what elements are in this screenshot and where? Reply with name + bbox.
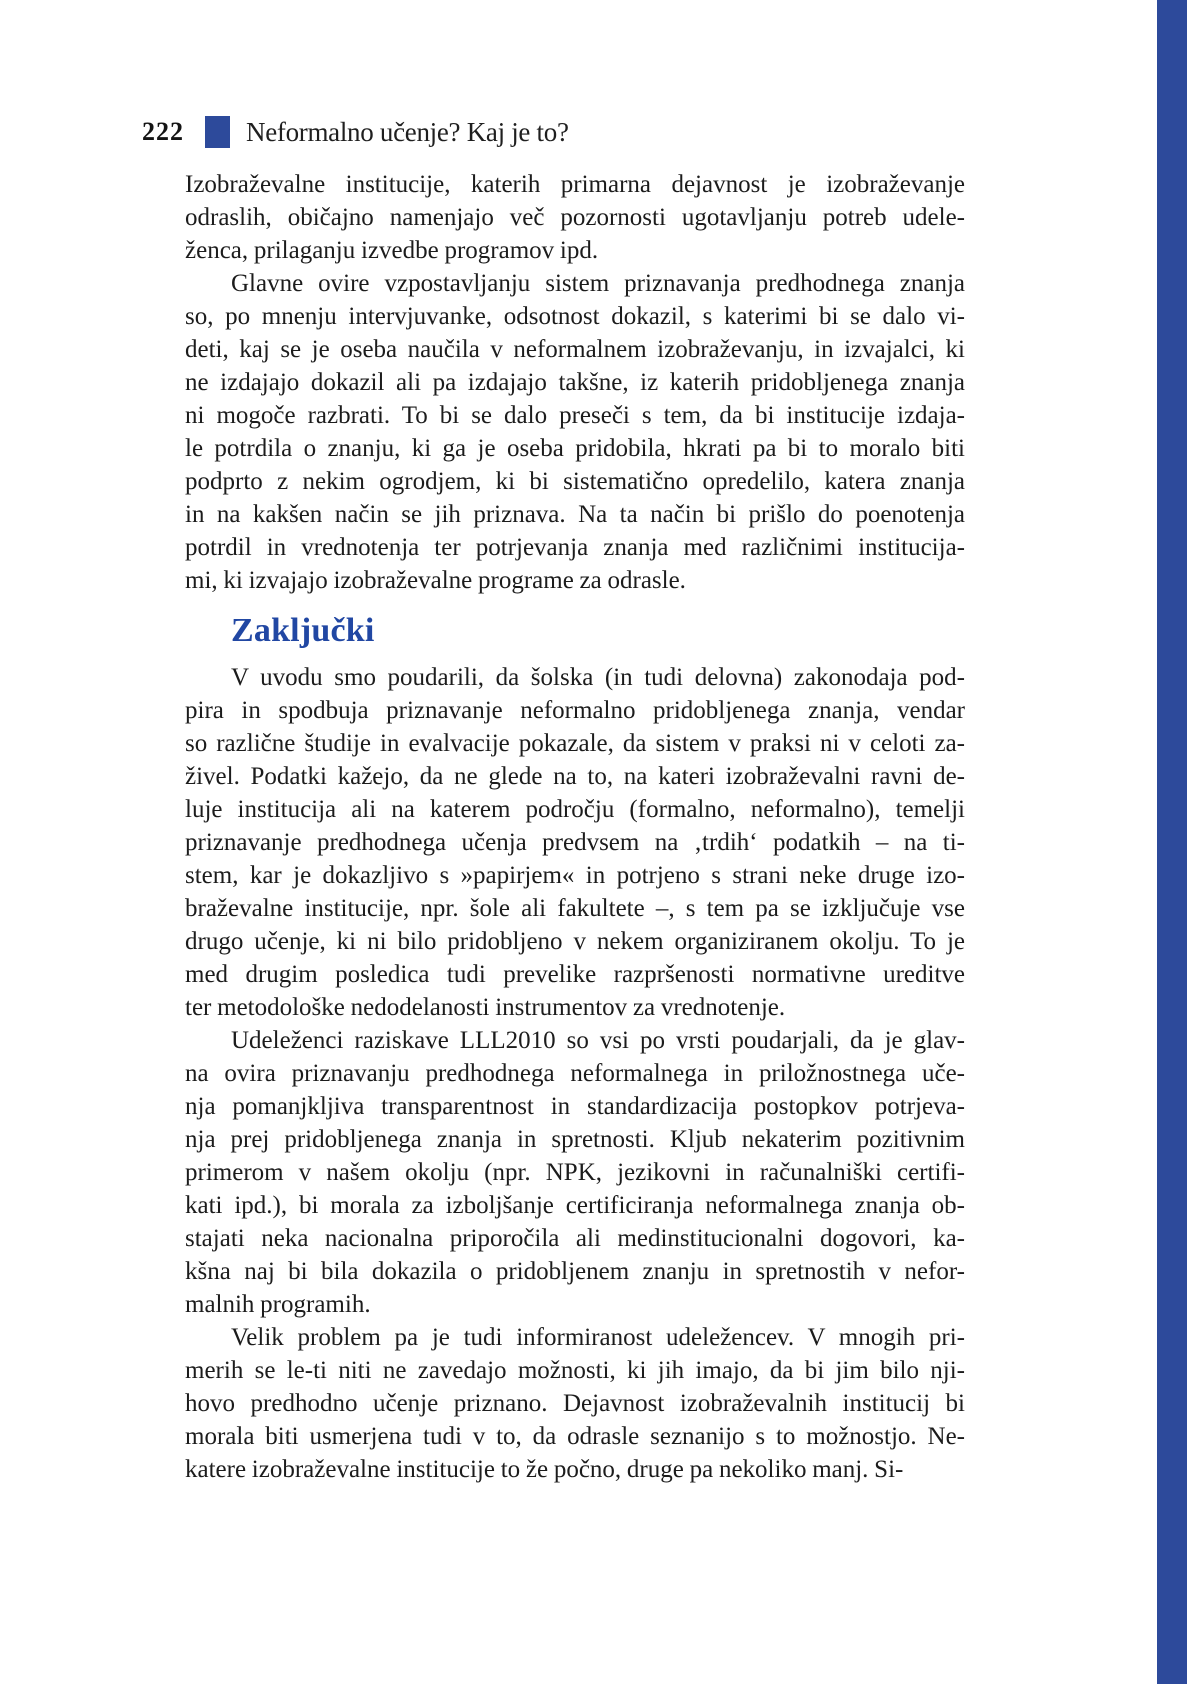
text-line: morala biti usmerjena tudi v to, da odrasle seznanijo s to možnostjo. Ne- — [185, 1423, 965, 1450]
text-line: malnih programih. — [185, 1291, 371, 1318]
text-line: ter metodološke nedodelanosti instrumentov za vrednotenje. — [185, 994, 786, 1021]
text-line: kati ipd.), bi morala za izboljšanje certificiranja neformalnega znanja ob- — [185, 1192, 965, 1219]
text-line: primerom v našem okolju (npr. NPK, jezikovni in računalniški certifi- — [185, 1159, 965, 1186]
text-line: Izobraževalne institucije, katerih primarna dejavnost je izobraževanje — [185, 171, 965, 198]
text-line: podprto z nekim ogrodjem, ki bi sistematično opredelilo, katera znanja — [185, 468, 965, 495]
paragraph — [185, 1024, 965, 1321]
text-line: V uvodu smo poudarili, da šolska (in tudi delovna) zakonodaja pod- — [231, 664, 965, 691]
paragraph — [185, 168, 965, 267]
text-line: nja prej pridobljenega znanja in spretnosti. Kljub nekaterim pozitivnim — [185, 1126, 965, 1153]
text-line: ni mogoče razbrati. To bi se dalo preseči s tem, da bi institucije izdaja- — [185, 402, 965, 429]
text-line: mi, ki izvajajo izobraževalne programe za odrasle. — [185, 567, 686, 594]
paragraph — [185, 267, 965, 597]
text-line: ne izdajajo dokazil ali pa izdajajo takšne, iz katerih pridobljenega znanja — [185, 369, 965, 396]
text-line: stem, kar je dokazljivo s »papirjem« in potrjeno s strani neke druge izo- — [185, 862, 965, 889]
text-line: stajati neka nacionalna priporočila ali medinstitucionalni dogovori, ka- — [185, 1225, 965, 1252]
text-line: katere izobraževalne institucije to že počno, druge pa nekoliko manj. Si- — [185, 1456, 904, 1483]
text-line: živel. Podatki kažejo, da ne glede na to, na kateri izobraževalni ravni de- — [185, 763, 965, 790]
text-line: potrdil in vrednotenja ter potrjevanja znanja med različnimi institucija- — [185, 534, 965, 561]
text-line: nja pomanjkljiva transparentnost in standardizacija postopkov potrjeva- — [185, 1093, 965, 1120]
page-header — [142, 112, 569, 152]
text-line: in na kakšen način se jih priznava. Na ta način bi prišlo do poenotenja — [185, 501, 965, 528]
text-line: pira in spodbuja priznavanje neformalno pridobljenega znanja, vendar — [185, 697, 965, 724]
text-line: Velik problem pa je tudi informiranost udeležencev. V mnogih pri- — [231, 1324, 965, 1351]
text-line: deti, kaj se je oseba naučila v neformalnem izobraževanju, in izvajalci, ki — [185, 336, 965, 363]
page-body-text — [185, 168, 965, 1486]
text-line: le potrdila o znanju, ki ga je oseba pridobila, hkrati pa bi to moralo biti — [185, 435, 965, 462]
text-line: merih se le-ti niti ne zavedajo možnosti, ki jih imajo, da bi jim bilo nji- — [185, 1357, 965, 1384]
header-accent-square-icon — [205, 116, 230, 148]
text-line: hovo predhodno učenje priznano. Dejavnost izobraževalnih institucij bi — [185, 1390, 965, 1417]
text-line: priznavanje predhodnega učenja predvsem na ‚trdih‘ podatkih – na ti- — [185, 829, 965, 856]
text-line: braževalne institucije, npr. šole ali fakultete –, s tem pa se izključuje vse — [185, 895, 965, 922]
text-line: luje institucija ali na katerem področju (formalno, neformalno), temelji — [185, 796, 965, 823]
text-line: so različne študije in evalvacije pokazale, da sistem v praksi ni v celoti za- — [185, 730, 965, 757]
text-line: kšna naj bi bila dokazila o pridobljenem znanju in spretnostih v nefor- — [185, 1258, 965, 1285]
page-number: 222 — [142, 117, 184, 146]
running-header-title: Neformalno učenje? Kaj je to? — [246, 116, 569, 147]
text-line: na ovira priznavanju predhodnega neformalnega in priložnostnega uče- — [185, 1060, 965, 1087]
section-heading: Zaključki — [231, 612, 375, 649]
page-edge-accent-bar — [1157, 0, 1187, 1684]
text-line: Glavne ovire vzpostavljanju sistem priznavanja predhodnega znanja — [231, 270, 965, 297]
text-line: med drugim posledica tudi prevelike razpršenosti normativne ureditve — [185, 961, 965, 988]
text-line: Udeleženci raziskave LLL2010 so vsi po vrsti poudarjali, da je glav- — [231, 1027, 965, 1054]
text-line: odraslih, običajno namenjajo več pozornosti ugotavljanju potreb udele- — [185, 204, 965, 231]
text-line: so, po mnenju intervjuvanke, odsotnost dokazil, s katerimi bi se dalo vi- — [185, 303, 965, 330]
text-line: drugo učenje, ki ni bilo pridobljeno v nekem organiziranem okolju. To je — [185, 928, 965, 955]
paragraph — [185, 661, 965, 1024]
text-line: ženca, prilaganju izvedbe programov ipd. — [185, 237, 599, 264]
paragraph — [185, 1321, 965, 1486]
